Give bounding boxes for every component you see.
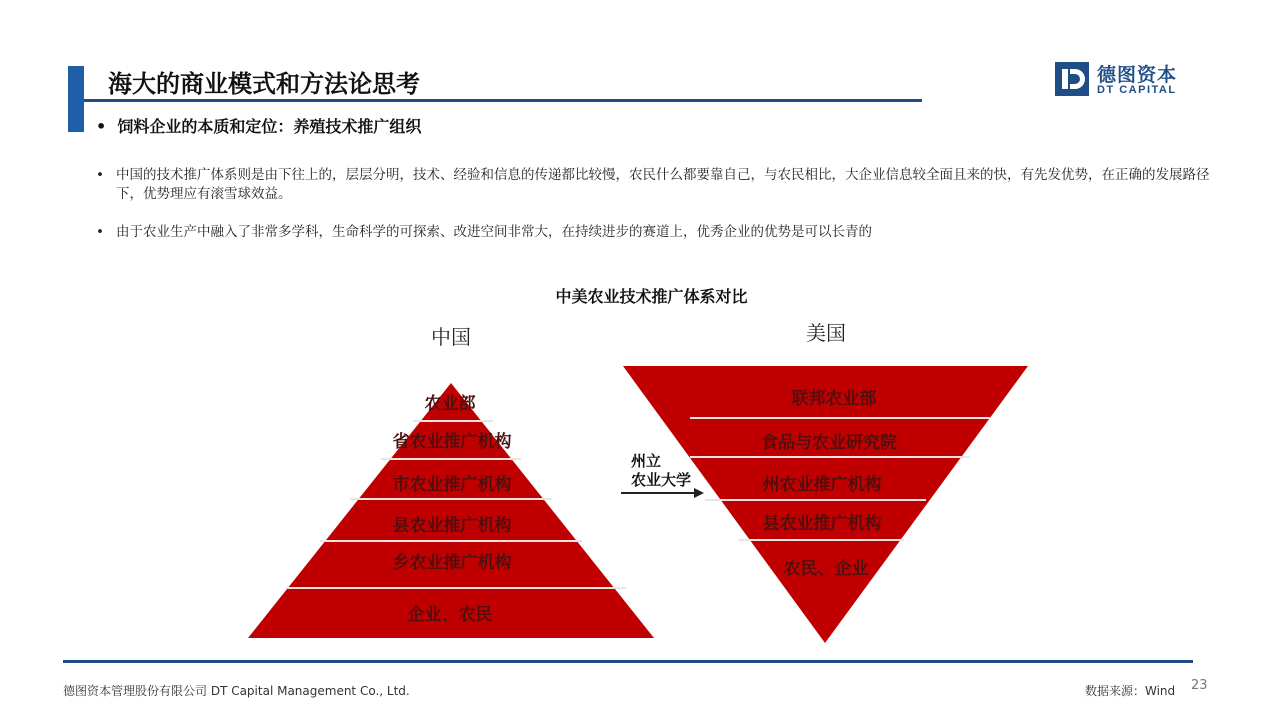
- bullet-text: 由于农业生产中融入了非常多学科，生命科学的可探索、改进空间非常大，在持续进步的赛道上，优秀企业的优势是可以长青的: [116, 224, 872, 240]
- right-arrow-icon: [621, 488, 704, 498]
- logo-english-name: DT CAPITAL: [1097, 84, 1177, 96]
- footer-company-name: 德图资本管理股份有限公司 DT Capital Management Co., Ltd.: [63, 684, 410, 698]
- usa-tier-4: 县农业推广机构: [762, 514, 882, 534]
- bullet-dot: •: [96, 167, 104, 183]
- footer-data-source: 数据来源：Wind: [1085, 684, 1176, 698]
- page-title: 海大的商业模式和方法论思考: [108, 70, 420, 98]
- arrow-label-line-1: 州立: [631, 452, 662, 470]
- china-tier-2: 省农业推广机构: [392, 432, 512, 452]
- china-tier-3: 市农业推广机构: [392, 475, 512, 495]
- usa-tier-1: 联邦农业部: [791, 389, 877, 409]
- subtitle-bullet: •: [96, 117, 107, 136]
- china-label: 中国: [431, 325, 471, 349]
- subtitle-text: 饲料企业的本质和定位：养殖技术推广组织: [117, 117, 422, 136]
- usa-tier-2: 食品与农业研究院: [761, 433, 897, 453]
- usa-tier-3: 州农业推广机构: [762, 475, 882, 495]
- logo-chinese-name: 德图资本: [1097, 64, 1178, 86]
- page-number: 23: [1191, 678, 1208, 693]
- bullet-text: 中国的技术推广体系则是由下往上的，层层分明，技术、经验和信息的传递都比较慢，农民什么都要靠自己，与农民相比，大企业信息较全面且来的快，有先发优势，在正确的发展路径下，优势理应有滚雪球效益。: [116, 167, 1210, 202]
- usa-tier-5: 农民、企业: [783, 559, 869, 579]
- footer-divider: [63, 660, 1193, 663]
- china-tier-4: 县农业推广机构: [392, 516, 512, 536]
- usa-label: 美国: [806, 321, 846, 345]
- arrow-label-line-2: 农业大学: [631, 471, 692, 489]
- diagram-title: 中美农业技术推广体系对比: [555, 287, 748, 306]
- bullet-dot: •: [96, 224, 104, 240]
- china-tier-6: 企业、农民: [407, 605, 493, 625]
- china-tier-5: 乡农业推广机构: [392, 553, 512, 573]
- china-tier-1: 农业部: [424, 394, 476, 414]
